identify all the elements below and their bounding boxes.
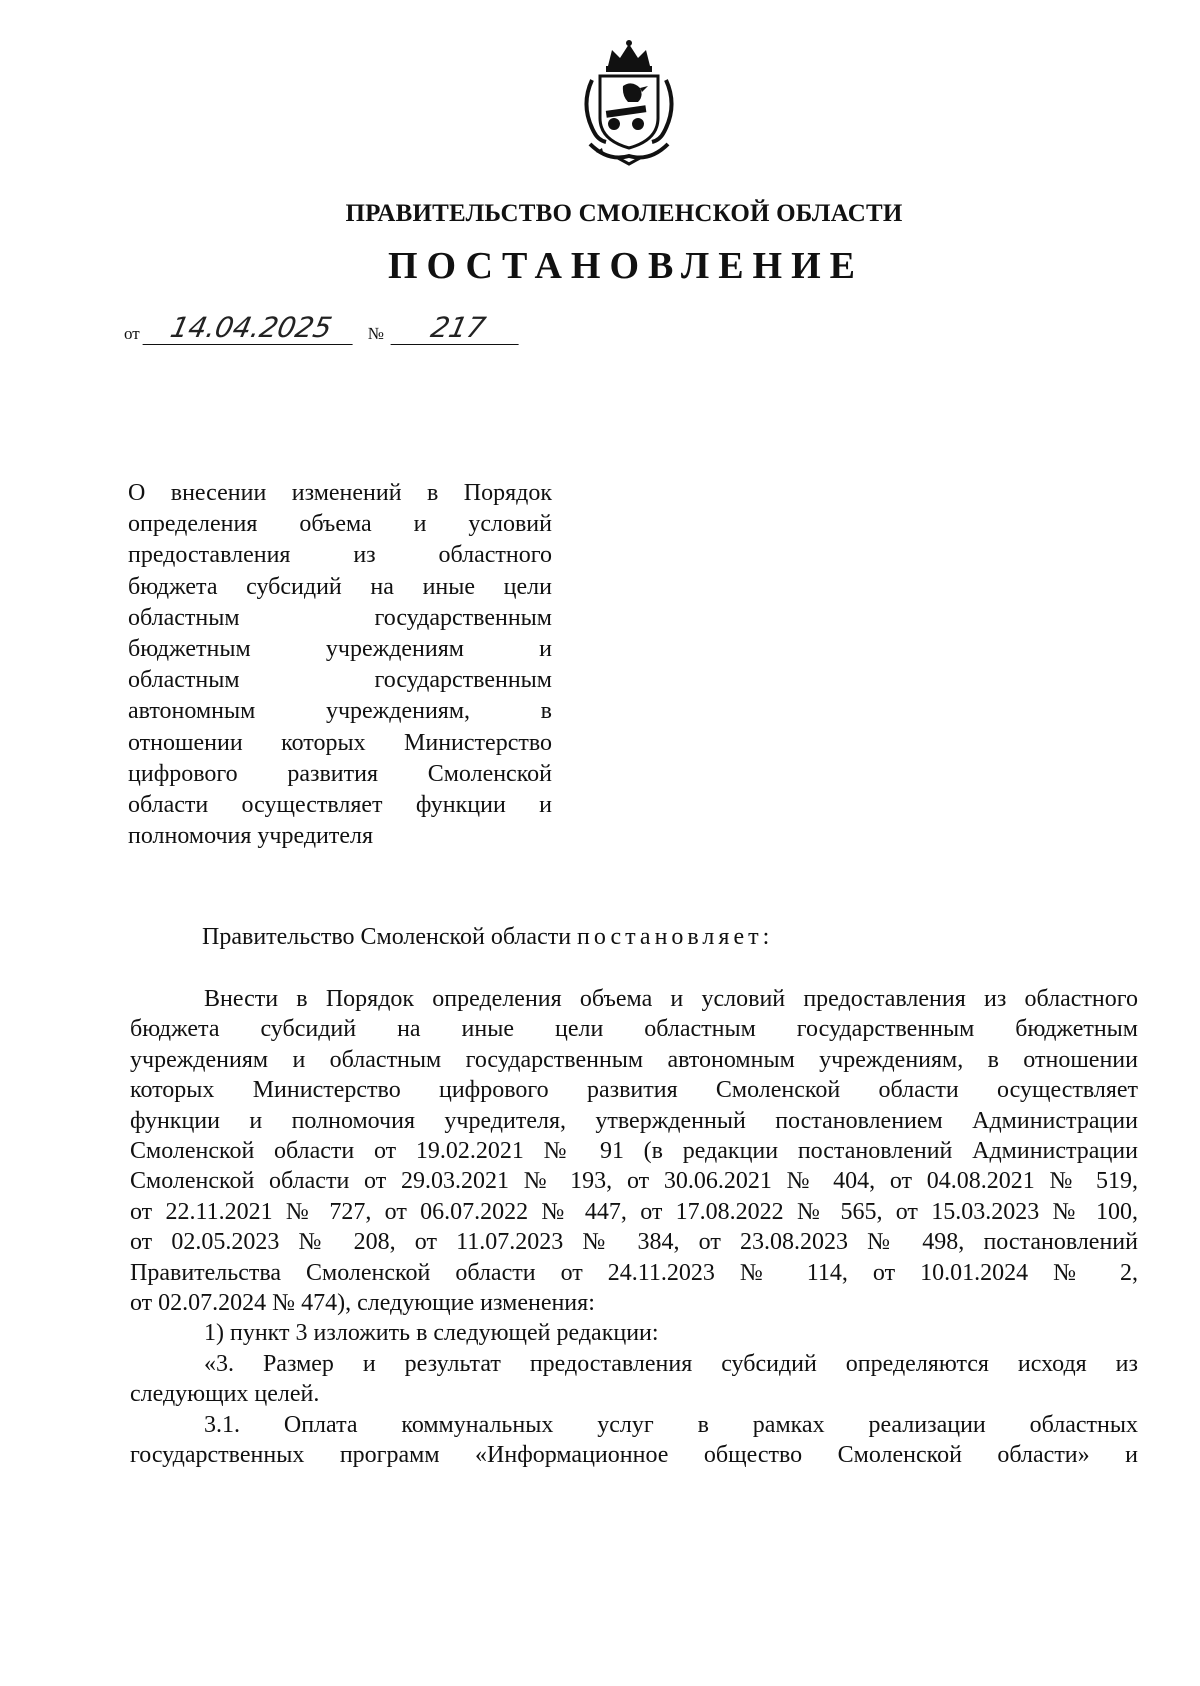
body-line: Смоленской области от 29.03.2021 № 193, от 30.06.2021 № 404, от 04.08.2021 № 519,	[130, 1168, 1138, 1195]
number-prefix: №	[367, 324, 384, 343]
body-line: 3.1. Оплата коммунальных услуг в рамках реализации областных	[204, 1411, 1138, 1438]
body-line: бюджета субсидий на иные цели областным государственным бюджетным	[130, 1016, 1138, 1043]
document-kind-title: ПОСТАНОВЛЕНИЕ	[387, 245, 865, 287]
subject-line: О внесении изменений в Порядок	[128, 480, 552, 506]
government-title: ПРАВИТЕЛЬСТВО СМОЛЕНСКОЙ ОБЛАСТИ	[345, 200, 903, 227]
body-line: от 02.05.2023 № 208, от 11.07.2023 № 384, от 23.08.2023 № 498, постановлений	[130, 1229, 1138, 1256]
subject-block	[128, 478, 552, 852]
decree-statement	[202, 922, 769, 952]
subject-line: отношении которых Министерство	[128, 729, 552, 756]
subject-line: области осуществляет функции и	[128, 792, 552, 819]
subject-line: бюджета субсидий на иные цели	[128, 573, 552, 600]
body-line: Внести в Порядок определения объема и условий предоставления из областного	[204, 986, 1138, 1012]
body-line: Смоленской области от 19.02.2021 № 91 (в редакции постановлений Администрации	[130, 1138, 1138, 1165]
decree-tail: :	[762, 924, 770, 950]
body-line: Правительства Смоленской области от 24.11.2023 № 114, от 10.01.2024 № 2,	[130, 1259, 1138, 1286]
body-line: которых Министерство цифрового развития Смоленской области осуществляет	[130, 1077, 1138, 1104]
body-line: следующих целей.	[130, 1381, 320, 1408]
subject-line: автономным учреждениям, в	[128, 698, 552, 725]
body-line: функции и полномочия учредителя, утвержденный постановлением Администрации	[130, 1107, 1138, 1134]
decree-verb: постановляет	[577, 924, 763, 950]
subject-line: областным государственным	[128, 667, 552, 694]
body-line: от 22.11.2021 № 727, от 06.07.2022 № 447, от 17.08.2022 № 565, от 15.03.2023 № 100,	[130, 1198, 1138, 1225]
subject-line: определения объема и условий	[128, 511, 552, 538]
body-line: «3. Размер и результат предоставления субсидий определяются исходя из	[204, 1350, 1138, 1377]
subject-line: цифрового развития Смоленской	[128, 760, 552, 787]
handwritten-number: 217	[390, 312, 525, 345]
subject-line: бюджетным учреждениям и	[128, 636, 552, 663]
subject-line: областным государственным	[128, 604, 552, 631]
date-number-line	[124, 312, 522, 345]
date-prefix: от	[124, 324, 140, 343]
coat-of-arms-emblem	[568, 36, 690, 166]
body-text	[130, 984, 1138, 1471]
body-line: государственных программ «Информационное общество Смоленской области» и	[130, 1442, 1138, 1469]
decree-lead: Правительство Смоленской области	[202, 924, 578, 950]
handwritten-date: 14.04.2025	[142, 312, 359, 345]
body-line: 1) пункт 3 изложить в следующей редакции:	[204, 1320, 659, 1347]
subject-line: предоставления из областного	[128, 542, 552, 569]
body-line: от 02.07.2024 № 474), следующие изменения:	[130, 1290, 595, 1317]
body-line: учреждениям и областным государственным автономным учреждениям, в отношении	[130, 1046, 1138, 1073]
subject-line: полномочия учредителя	[128, 823, 374, 850]
